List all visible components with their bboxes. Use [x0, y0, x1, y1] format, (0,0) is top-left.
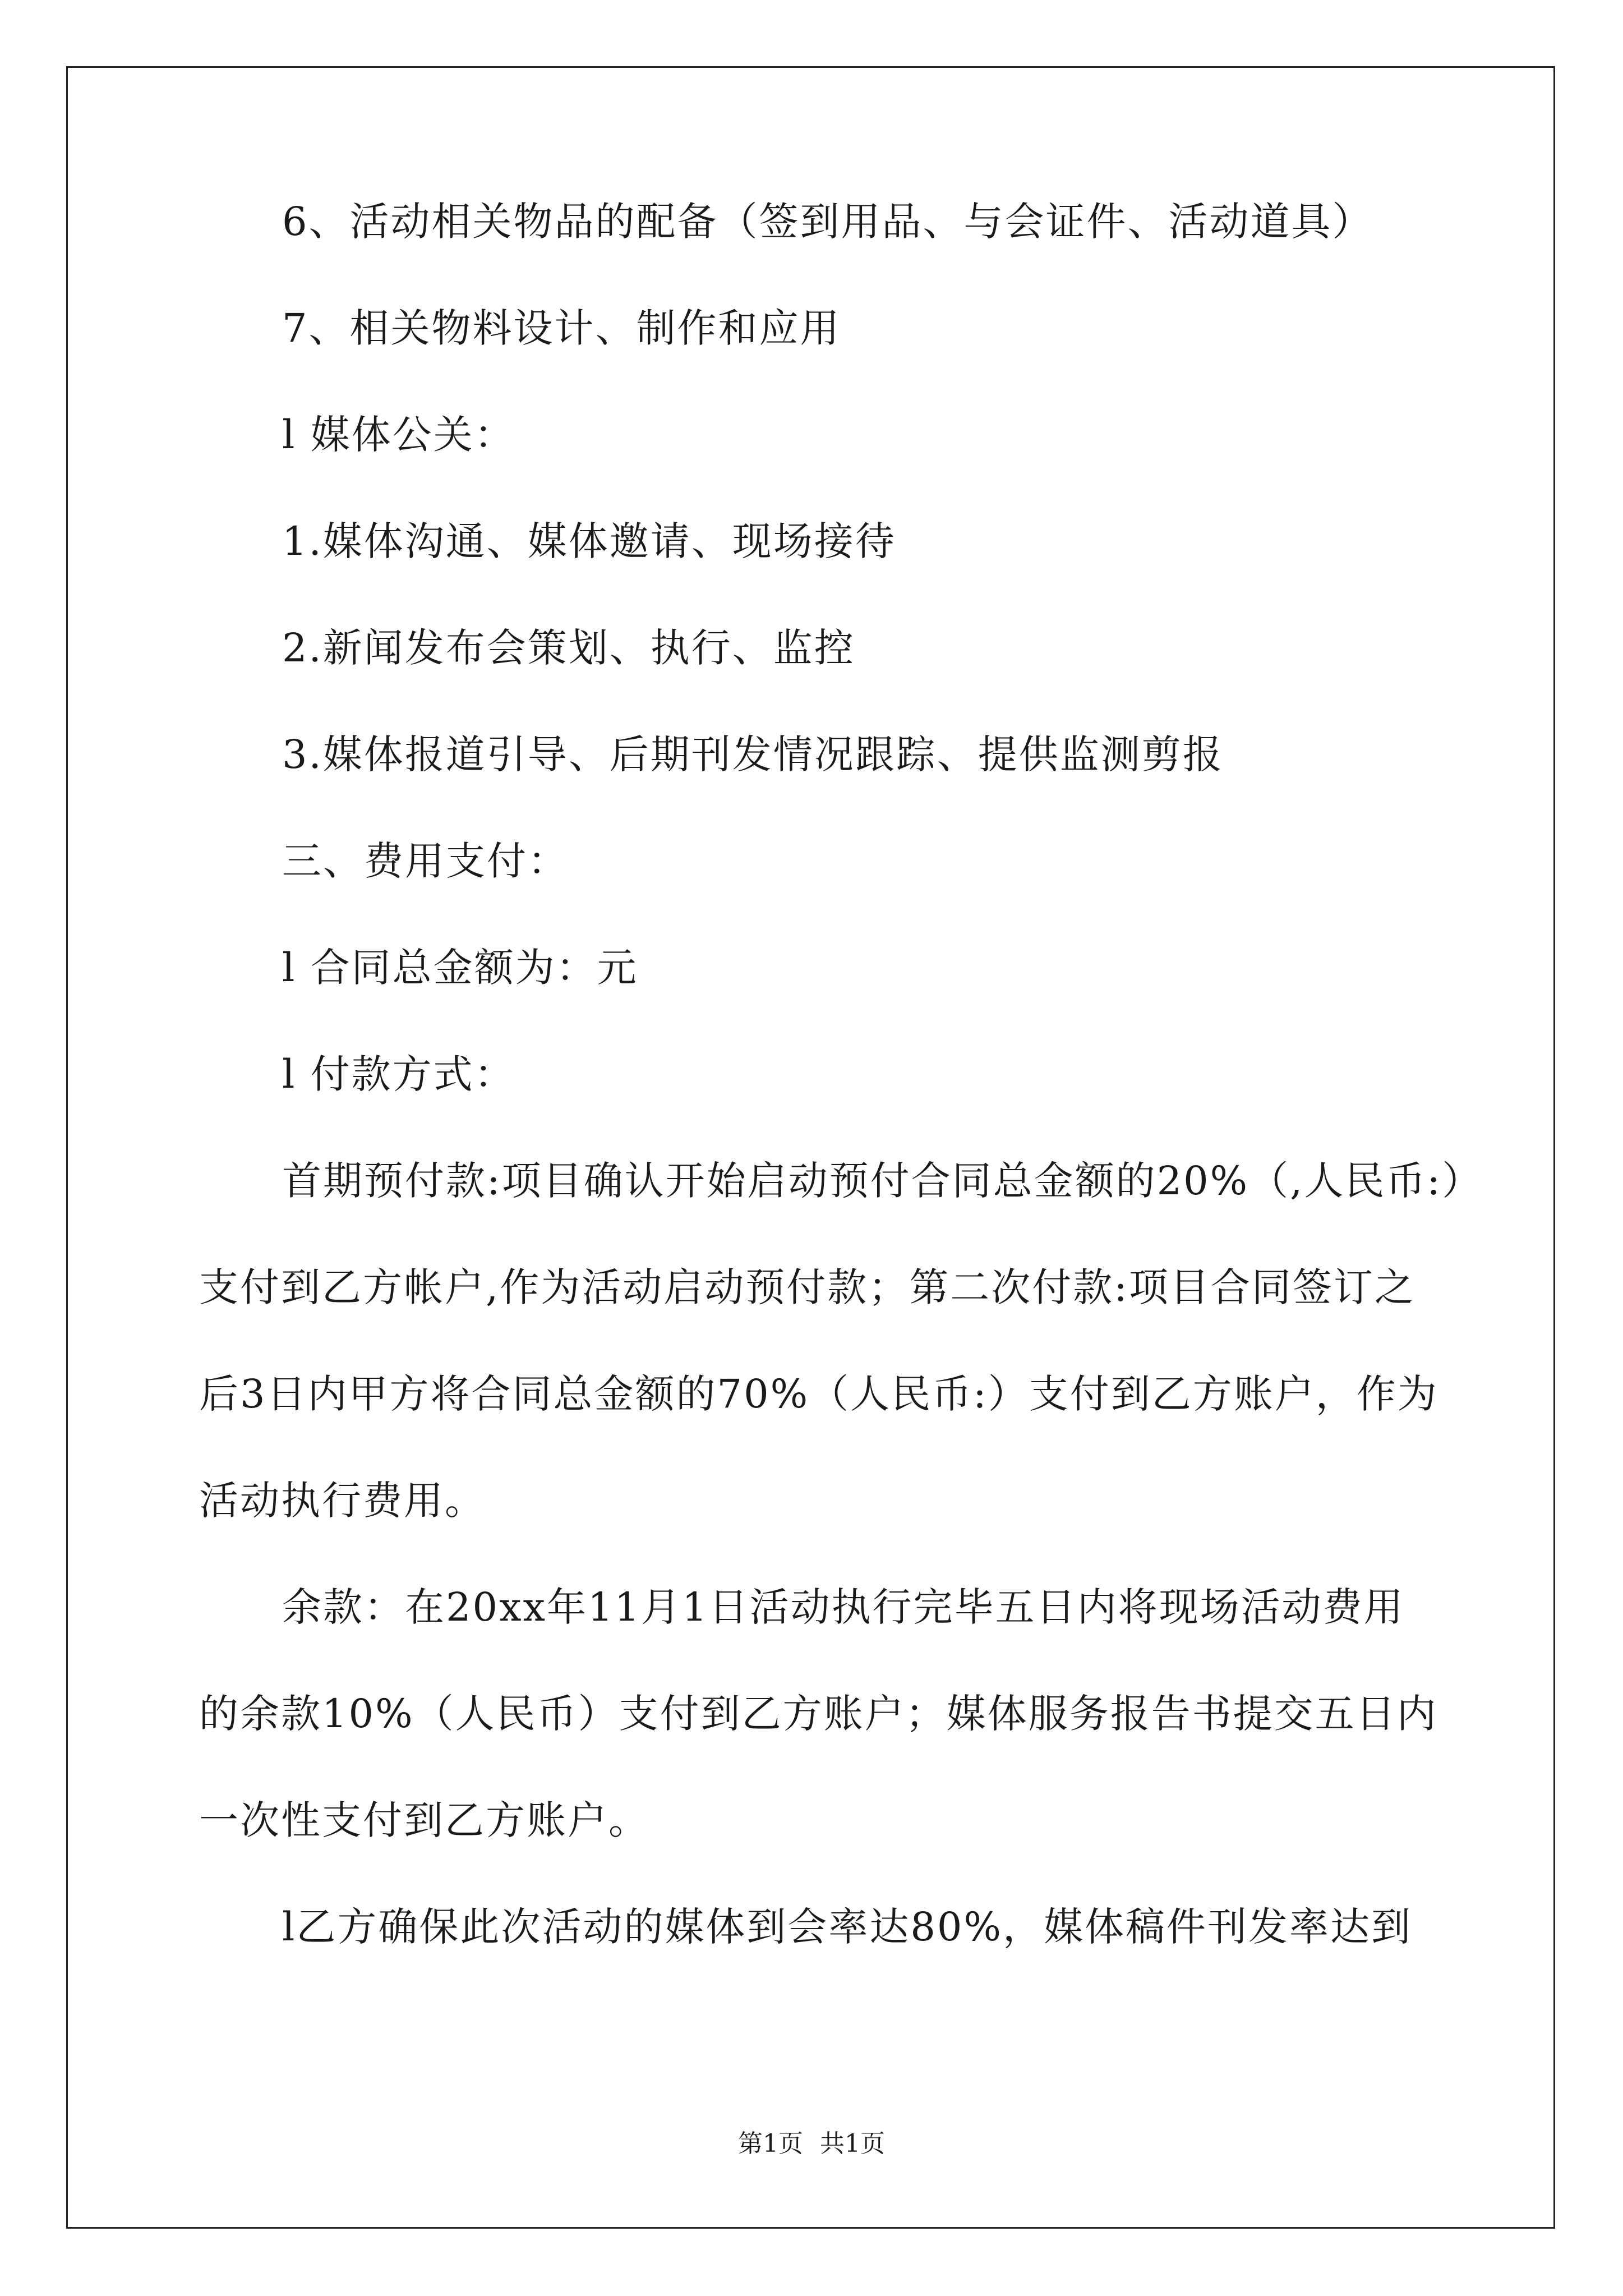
paragraph-line: l乙方确保此次活动的媒体到会率达80%，媒体稿件刊发率达到: [282, 1904, 1412, 1950]
text-line: l 付款方式：: [282, 1051, 515, 1097]
text-line: l 媒体公关：: [282, 412, 515, 458]
page-number: 第1页: [738, 2129, 803, 2158]
text-line: 7、相关物料设计、制作和应用: [282, 305, 841, 351]
page-footer: [0, 2129, 1623, 2158]
text-line: 6、活动相关物品的配备（签到用品、与会证件、活动道具）: [282, 199, 1373, 245]
text-line: l 合同总金额为：元: [282, 945, 638, 991]
paragraph-media-rate: [199, 1904, 1433, 1950]
paragraph-prepayment: [199, 1158, 1483, 1524]
paragraph-line: 支付到乙方帐户,作为活动启动预付款；第二次付款:项目合同签订之: [199, 1264, 1415, 1310]
text-line: 2.新闻发布会策划、执行、监控: [282, 625, 855, 671]
paragraph-balance: [199, 1584, 1438, 1843]
paragraph-line: 的余款10%（人民币）支付到乙方账户；媒体服务报告书提交五日内: [199, 1691, 1438, 1737]
paragraph-line: 一次性支付到乙方账户。: [199, 1797, 649, 1843]
paragraph-line: 余款：在20xx年11月1日活动执行完毕五日内将现场活动费用: [282, 1584, 1405, 1630]
page-total: 共1页: [820, 2129, 885, 2158]
text-line: 1.媒体沟通、媒体邀请、现场接待: [282, 518, 896, 564]
text-line: 3.媒体报道引导、后期刊发情况跟踪、提供监测剪报: [282, 731, 1224, 777]
paragraph-line: 活动执行费用。: [199, 1478, 486, 1524]
paragraph-line: 后3日内甲方将合同总金额的70%（人民币:）支付到乙方账户，作为: [199, 1371, 1438, 1417]
document-body: [199, 199, 1483, 1950]
paragraph-line: 首期预付款:项目确认开始启动预付合同总金额的20%（,人民币:）: [282, 1158, 1483, 1204]
text-line: 三、费用支付：: [282, 838, 569, 884]
